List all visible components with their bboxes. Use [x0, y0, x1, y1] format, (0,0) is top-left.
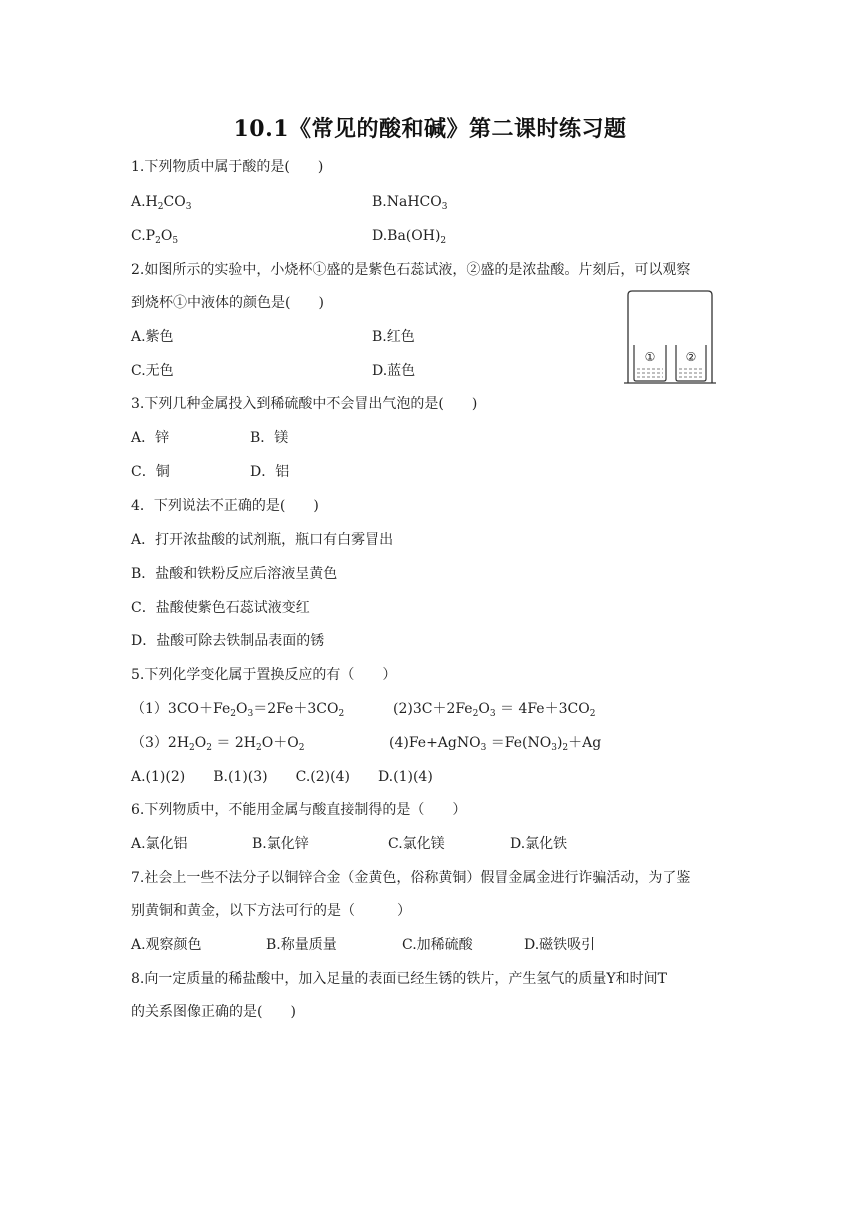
q5-reaction-4: (4)Fe+AgNO$_3$ $=Fe(NO_3)_2+Ag$	[389, 735, 602, 753]
q1-option-d: $D.Ba(OH)_2$	[372, 228, 447, 246]
beaker-experiment-figure	[624, 289, 716, 385]
q4-option-a: A．打开浓盐酸的试剂瓶，瓶口有白雾冒出	[131, 532, 394, 548]
q5-reaction-2: $(2)3C+2Fe_2O_3 = 4Fe+3CO_2$	[393, 701, 596, 719]
q5-options: A.(1)(2) B.(1)(3) C.(2)(4) D.(1)(4)	[131, 769, 433, 785]
q8-stem-line2: 的关系图像正确的是( )	[131, 1004, 296, 1020]
q7-option-b: B.称量质量	[266, 937, 337, 953]
beaker-2-label: ②	[685, 350, 697, 364]
page-title: 10.1《常见的酸和碱》第二课时练习题	[233, 116, 627, 142]
q3-option-d: D．铝	[250, 464, 290, 480]
q1-option-b: B.NaHCO$_3$	[372, 194, 448, 212]
q3-option-b: B．镁	[250, 430, 289, 446]
q6-option-d: D.氯化铁	[510, 836, 568, 852]
q4-option-b: B．盐酸和铁粉反应后溶液呈黄色	[131, 566, 338, 582]
q4-option-c: C．盐酸使紫色石蕊试液变红	[131, 600, 310, 616]
q3-option-a: A．锌	[131, 430, 170, 446]
q7-option-d: D.磁铁吸引	[524, 937, 596, 953]
q5-reaction-3: $(3)2H_2O_2 = 2H_2O+O_2$	[131, 735, 305, 753]
q7-stem-line2: 别黄铜和黄金，以下方法可行的是（ ）	[131, 903, 411, 919]
q6-option-c: C.氯化镁	[388, 836, 445, 852]
q6-stem: 6.下列物质中，不能用金属与酸直接制得的是（ ）	[131, 802, 467, 818]
beaker-1-label: ①	[644, 350, 656, 364]
q7-option-a: A.观察颜色	[131, 937, 202, 953]
q6-option-b: B.氯化锌	[252, 836, 309, 852]
q5-stem: 5.下列化学变化属于置换反应的有（ ）	[131, 667, 397, 683]
q1-stem: 1.下列物质中属于酸的是( )	[131, 159, 324, 175]
q2-option-a: A.紫色	[131, 329, 174, 345]
q2-stem-line2: 到烧杯①中液体的颜色是( )	[131, 295, 324, 311]
q6-option-a: A.氯化铝	[131, 836, 188, 852]
q2-option-c: C.无色	[131, 363, 174, 379]
q5-reaction-1: $(1)3CO+Fe_2O_3=2Fe+3CO_2$	[131, 701, 345, 719]
q2-option-d: D.蓝色	[372, 363, 416, 379]
q4-option-d: D．盐酸可除去铁制品表面的锈	[131, 633, 325, 649]
q8-stem-line1: 8.向一定质量的稀盐酸中，加入足量的表面已经生锈的铁片，产生氢气的质量Y和时间T	[131, 971, 667, 987]
q7-stem-line1: 7.社会上一些不法分子以铜锌合金（金黄色，俗称黄铜）假冒金属金进行诈骗活动，为了鉴	[131, 870, 691, 886]
q3-option-c: C．铜	[131, 464, 170, 480]
q1-option-a: $A.H_2CO_3$	[131, 194, 192, 212]
q1-option-c: $C.P_2O_5$	[131, 228, 179, 246]
q2-option-b: B.红色	[372, 329, 415, 345]
q3-stem: 3.下列几种金属投入到稀硫酸中不会冒出气泡的是( )	[131, 396, 478, 412]
q2-stem-line1: 2.如图所示的实验中，小烧杯①盛的是紫色石蕊试液，②盛的是浓盐酸。片刻后，可以观察	[131, 262, 691, 278]
q7-option-c: C.加稀硫酸	[402, 937, 473, 953]
q4-stem: 4．下列说法不正确的是( )	[131, 498, 319, 514]
